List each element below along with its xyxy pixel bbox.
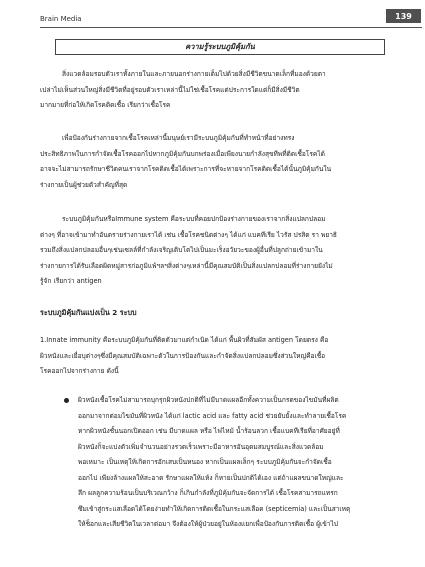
text-line: เปล่าไม่เห็นส่วนใหญ่สิ่งมีชีวิตที่อยู่รอบตัวเราเหล่านี้ไม่ใช่เชื้อโรคแต่ประการใดแต่ก็มีสิ่งมีชีวิต xyxy=(40,85,300,94)
text-line: ประสิทธิภาพในการกำจัดเชื้อโรคออกไปหากภูมิคุ้มกันบกพร่องเมื่อเพียงนายกำลังสุขทีพที่ติดเชื้อโรคได้ xyxy=(40,149,325,158)
text-line: มากมายที่ก่อให้เกิดโรคติดเชื้อ เรียกว่าเชื้อโรค xyxy=(40,101,171,109)
paragraph-intro xyxy=(40,67,380,114)
running-header: Brain Media xyxy=(40,15,82,23)
text-line: ระบบภูมิคุ้มกันหรือImmune system คือระบบที่คอยปกป้องร่างกายของเราจากสิ่งแปลกปลอม xyxy=(62,215,326,223)
text-line: ร่างกายการได้รับเลือดผิดหมู่สารก่อภูมิแพ้ฯลฯสิ่งต่างๆเหล่านี้มีคุณสมบัติเป็นสิ่งแปลกปลอมที่ร่างกายยังไม่ xyxy=(40,261,333,270)
text-line: รู้จัก เรียกว่า antigen xyxy=(40,277,102,285)
section-heading: ระบบภูมิคุ้มกันแบ่งเป็น 2 ระบบ xyxy=(40,308,137,317)
bullet-skin xyxy=(78,393,382,533)
text-line: หากผิวหนังชั้นนอกเปิดออก เช่น มีบาดแผล หรือ ไฟไหม้ น้ำร้อนลวก เชื้อแบคทีเรียที่อาศัยอยู่ที่ xyxy=(78,427,340,435)
page-number-badge: 139 xyxy=(386,9,421,23)
text-line: ต่างๆ ที่อาจเข้ามาทำอันตรายร่างกายเราได้ เช่น เชื้อโรคชนิดต่างๆ ได้แก่ แบคทีเรีย ไวรัส ปรสิต รา พยาธิ xyxy=(40,230,337,239)
page-title: ความรู้ระบบภูมิคุ้มกัน xyxy=(55,39,385,55)
text-line: พอเหมาะ เป็นเหตุให้เกิดการอักเสบเป็นหนอง หากเป็นแผลเล็กๆ ระบบภูมิคุ้มกันจะกำจัดเชื้อ xyxy=(78,458,332,466)
text-line: โรคออกไปจากร่างกาย ดังนี้ xyxy=(40,367,119,375)
paragraph-innate-immunity xyxy=(40,333,380,380)
text-line: อาจจะไม่สามารถรักษาชีวิตคนเราจากโรคติดเชื้อได้เพราะการที่จะหายจากโรคติดเชื้อได้นั้นภูมิคุ้มกันใน xyxy=(40,165,332,173)
text-line: ออกไป เพียงล้างแผลให้สะอาด รักษาแผลให้แห้ง ก็หายเป็นปกติได้เอง แต่ถ้าแผลขนาดใหญ่และ xyxy=(78,473,344,482)
text-line: เพื่อป้องกันร่างกายจากเชื้อโรคเหล่านี้มนุษย์เรามีระบบภูมิคุ้มกันที่ทำหน้าที่อย่างทรง xyxy=(62,134,295,142)
header-divider xyxy=(40,27,422,28)
text-line: ผิวหนังก็จะแบ่งตัวเพิ่มจำนวนอย่างรวดเร็วเพราะมีอาหารอันอุดมสมบูรณ์และสิ่งแวดล้อม xyxy=(78,442,324,451)
bullet-icon xyxy=(64,398,69,403)
text-line: ลึก ผลลูกความร้อนเป็นบริเวณกว้าง ก็เกินกำลังที่ภูมิคุ้มกันจะจัดการได้ เชื้อโรคสามารถแทรก xyxy=(78,489,338,497)
paragraph-defense xyxy=(40,131,380,193)
text-line: ผิวหนังและเยื่อบุต่างๆซึ่งมีคุณสมบัติเฉพาะตัวในการป้องกันและกำจัดสิ่งแปลกปลอมซึ่งส่วนใหญ่คือเชื้อ xyxy=(40,351,326,360)
text-line: รวมถึงสิ่งแปลกปลอมอื่นๆเช่นเซลล์ที่กำลังเจริญเติบโตไปเป็นมะเร็งอวัยวะของผู้อื่นที่ปลูกถ่ายเข้ามาใน xyxy=(40,246,323,254)
text-line: ร่างกายเป็นผู้ช่วยตัวสำคัญที่สุด xyxy=(40,180,128,189)
text-line: ให้ช็อกและเสียชีวิตในเวลาต่อมา จึงต้องให้ผู้ป่วยอยู่ในห้องแยกเพื่อป้องกันการติดเชื้อ ผู้เข้าไป xyxy=(78,520,338,528)
text-line: ซึมเข้าสู่กระแสเลือดได้โดยง่ายทำให้เกิดการติดเชื้อในกระแสเลือด (septicemia) และเป็นสาเหตุ xyxy=(78,504,351,513)
text-line: ผิวหนังเชื้อโรคไม่สามารถบุกรุกผิวหนังปกติที่ไม่มีบาดแผลอีกทั้งความเป็นกรดของไขมันที่ผลิต xyxy=(78,396,339,404)
paragraph-immune-system xyxy=(40,212,380,290)
text-line: 1.Innate immunity คือระบบภูมิคุ้มกันที่ติดตัวมาแต่กำเนิด ได้แก่ พื้นผิวที่สัมผัส antigen โดยตรง คือ xyxy=(40,336,329,344)
text-line: ออกมาจากต่อมไขมันที่ผิวหนัง ได้แก่ lactic acid และ fatty acid ช่วยยับยั้งและทำลายเชื้อโรค xyxy=(78,411,347,420)
text-line: สิ่งแวดล้อมรอบตัวเราทั้งภายในและภายนอกร่างกายเต็มไปด้วยสิ่งมีชีวิตขนาดเล็กที่มองด้วยตา xyxy=(62,70,326,78)
